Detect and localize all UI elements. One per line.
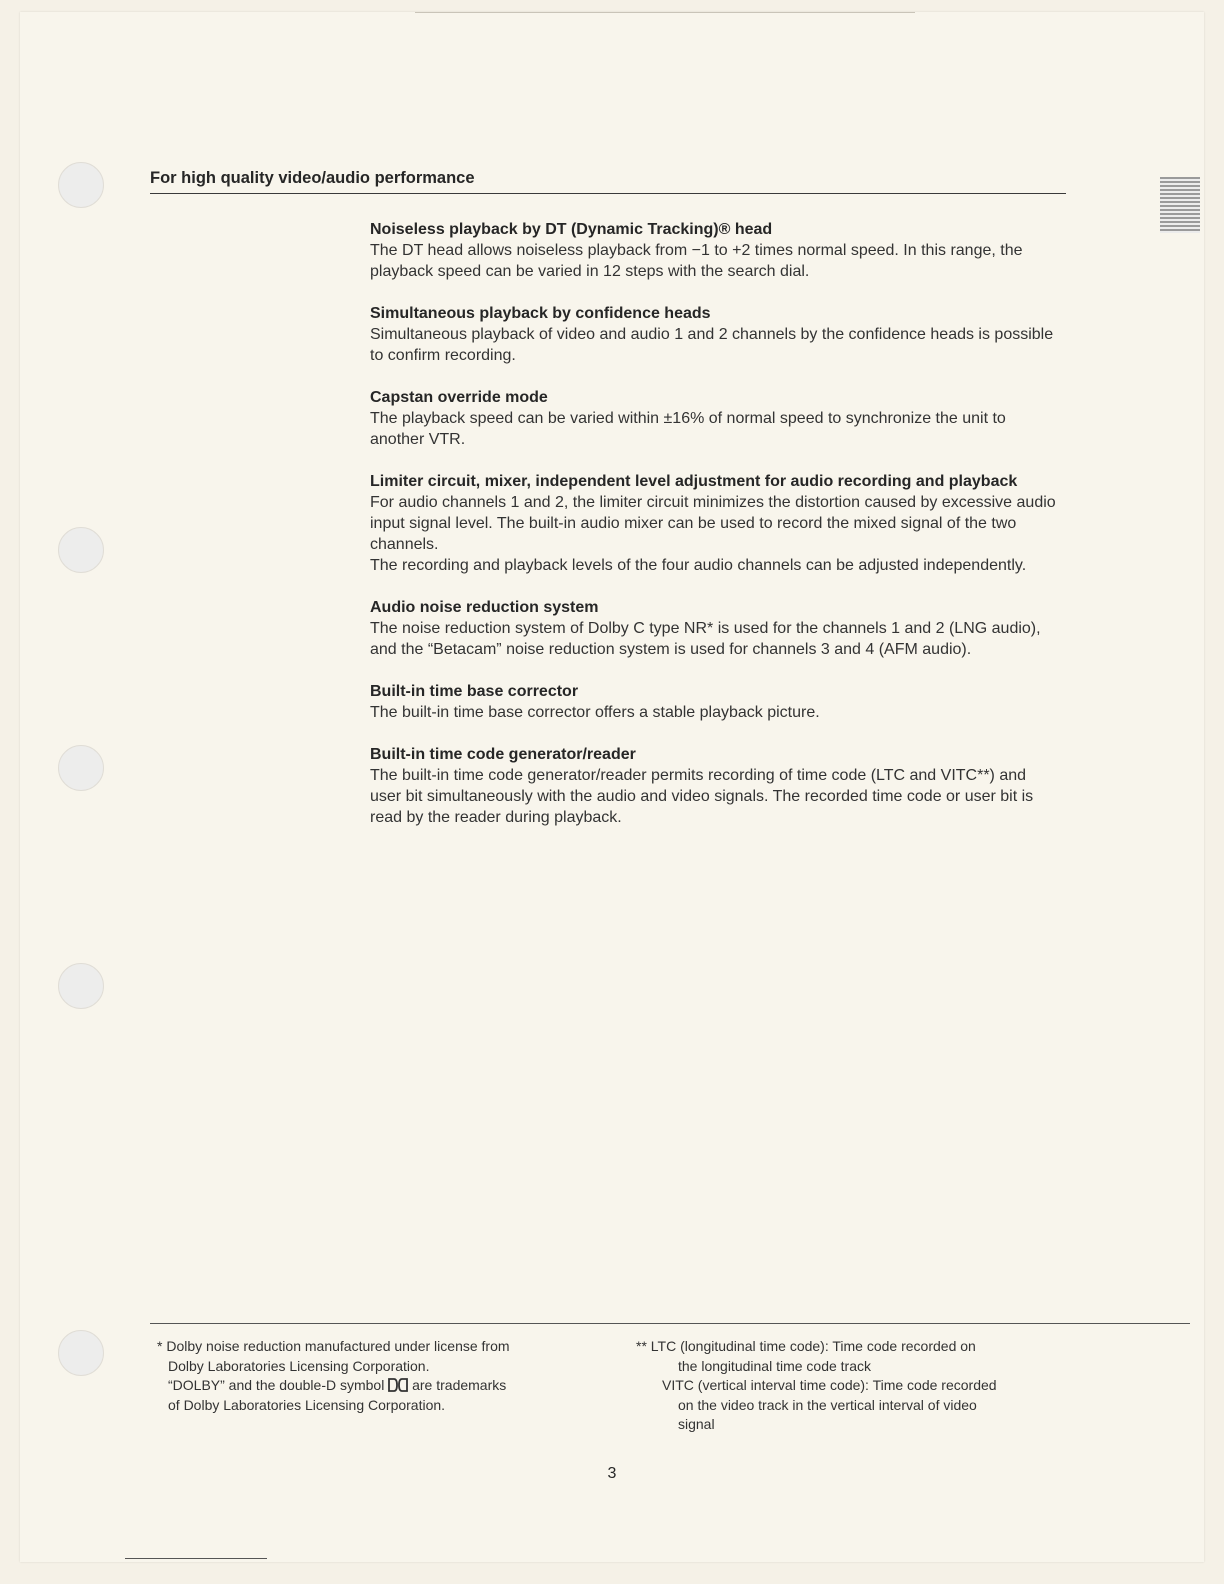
feature-title: Simultaneous playback by confidence heads <box>370 305 711 322</box>
punch-hole <box>58 963 104 1009</box>
feature-title: Built-in time base corrector <box>370 683 579 700</box>
page-number: 3 <box>607 1465 617 1482</box>
footnote-marker: ** <box>636 1338 647 1354</box>
punch-hole <box>58 745 104 791</box>
footnote-text: Dolby noise reduction manufactured under license from <box>166 1338 510 1354</box>
feature-item <box>370 219 1060 282</box>
feature-item <box>370 597 1060 660</box>
footnote-rule <box>150 1323 1190 1324</box>
feature-description: The built-in time code generator/reader permits recording of time code (LTC and VITC**) and user bit simultaneously with the audio and video signals. The recorded time code or user bit is read by the reader during playback. <box>370 767 1034 826</box>
feature-description: The noise reduction system of Dolby C type NR* is used for the channels 1 and 2 (LNG audio), and the “Betacam” noise reduction system is used for channels 3 and 4 (AFM audio). <box>370 620 1041 658</box>
footnote-text: LTC (longitudinal time code): Time code recorded on <box>650 1338 976 1354</box>
top-edge-line <box>415 12 915 13</box>
footnote-line <box>157 1337 597 1357</box>
feature-description: For audio channels 1 and 2, the limiter circuit minimizes the distortion caused by excessive audio input signal level. The built-in audio mixer can be used to record the mixed signal of the two channels. <box>370 494 1056 553</box>
feature-title: Limiter circuit, mixer, independent level adjustment for audio recording and playback <box>370 473 1018 490</box>
punch-hole <box>58 527 104 573</box>
footnote-text: are trademarks <box>412 1377 507 1393</box>
feature-description: The DT head allows noiseless playback from −1 to +2 times normal speed. In this range, the playback speed can be varied in 12 steps with the search dial. <box>370 242 1023 280</box>
feature-item <box>370 471 1060 576</box>
feature-title: Audio noise reduction system <box>370 599 599 616</box>
footnote-dolby <box>157 1337 597 1415</box>
footnote-line: VITC (vertical interval time code): Time code recorded <box>662 1377 997 1393</box>
punch-hole <box>58 162 104 208</box>
header-rule <box>150 193 1066 194</box>
feature-item <box>370 681 1060 723</box>
footnote-line <box>168 1376 597 1396</box>
footnote-line: Dolby Laboratories Licensing Corporation. <box>168 1357 430 1374</box>
feature-description: Simultaneous playback of video and audio 1 and 2 channels by the confidence heads is possible to confirm recording. <box>370 326 1054 364</box>
footnote-line <box>636 1337 1066 1357</box>
section-header: For high quality video/audio performance <box>150 169 475 187</box>
feature-item <box>370 387 1060 450</box>
feature-description: The playback speed can be varied within ±16% of normal speed to synchronize the unit to another VTR. <box>370 410 1006 448</box>
bottom-edge-line <box>125 1558 267 1559</box>
footnote-time-code <box>636 1337 1066 1435</box>
punch-hole <box>58 1330 104 1376</box>
footnote-line: signal <box>678 1416 715 1432</box>
feature-description: The built-in time base corrector offers a stable playback picture. <box>370 704 820 721</box>
feature-title: Built-in time code generator/reader <box>370 746 636 763</box>
footnote-marker: * <box>157 1338 163 1354</box>
feature-title: Capstan override mode <box>370 389 548 406</box>
footnote-line: on the video track in the vertical interval of video <box>678 1396 977 1413</box>
feature-description: The recording and playback levels of the four audio channels can be adjusted independently. <box>370 557 1027 574</box>
footnote-text: “DOLBY” and the double-D symbol <box>168 1377 385 1393</box>
footnote-line: the longitudinal time code track <box>678 1357 871 1374</box>
feature-item <box>370 303 1060 366</box>
section-tab-marker <box>1160 177 1200 233</box>
footnote-line: of Dolby Laboratories Licensing Corporation. <box>168 1396 446 1413</box>
feature-list <box>370 219 1060 849</box>
feature-title: Noiseless playback by DT (Dynamic Tracking)® head <box>370 221 773 238</box>
feature-item <box>370 744 1060 828</box>
double-d-symbol-icon <box>388 1378 408 1392</box>
